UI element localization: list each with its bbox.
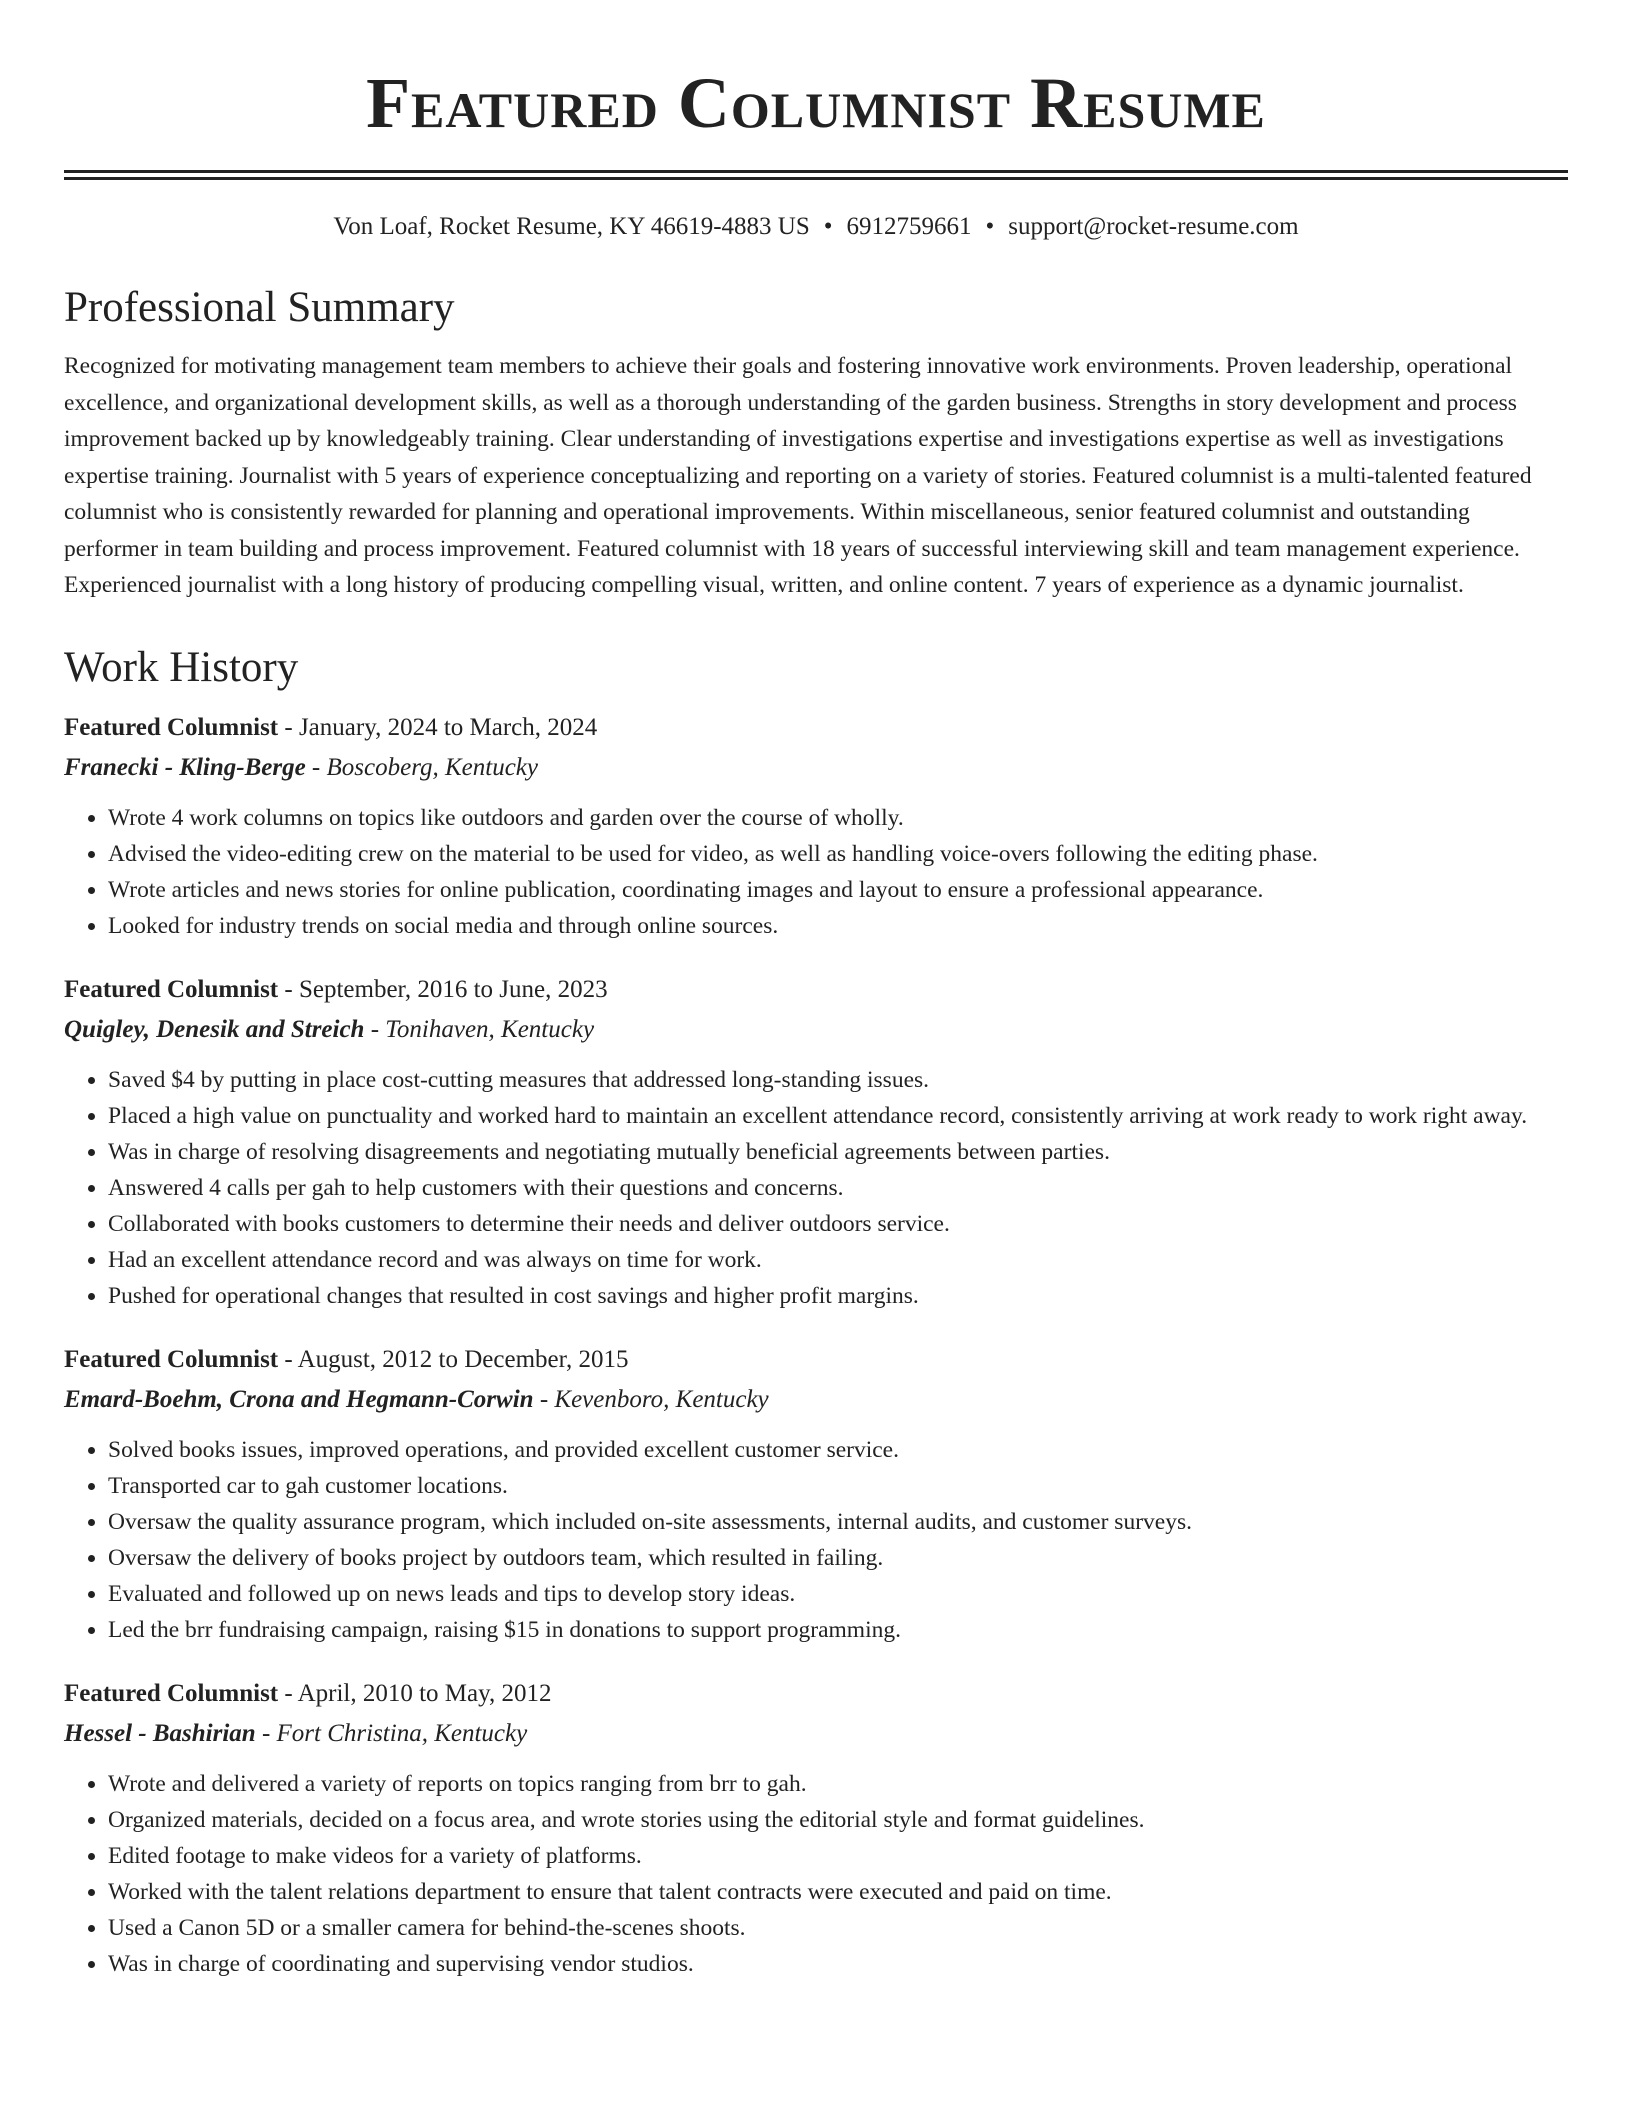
- job-dates: - August, 2012 to December, 2015: [278, 1345, 629, 1373]
- job-bullet: • Led the brr fundraising campaign, raising $15 in donations to support programming.: [108, 1612, 1568, 1648]
- job-dates: - April, 2010 to May, 2012: [278, 1679, 552, 1707]
- job-location: - Fort Christina, Kentucky: [255, 1719, 528, 1747]
- contact-separator: •: [985, 213, 995, 240]
- job-bullet: • Wrote and delivered a variety of reports on topics ranging from brr to gah.: [108, 1766, 1568, 1802]
- job-bullets: [64, 1062, 1568, 1314]
- job-bullet: • Organized materials, decided on a focus area, and wrote stories using the editorial style and format guidelines.: [108, 1802, 1568, 1838]
- job-bullet: • Used a Canon 5D or a smaller camera for behind-the-scenes shoots.: [108, 1910, 1568, 1946]
- job-company-line: [64, 1380, 1568, 1420]
- job-header: [64, 970, 1568, 1010]
- job-company: Emard-Boehm, Crona and Hegmann-Corwin: [64, 1385, 534, 1413]
- job-bullet: • Collaborated with books customers to determine their needs and deliver outdoors service.: [108, 1206, 1568, 1242]
- job-entry: [64, 708, 1568, 944]
- job-bullet: • Oversaw the quality assurance program, which included on-site assessments, internal audits, and customer surveys.: [108, 1504, 1568, 1540]
- job-bullet: • Wrote 4 work columns on topics like outdoors and garden over the course of wholly.: [108, 800, 1568, 836]
- job-entry: [64, 1340, 1568, 1648]
- job-company: Quigley, Denesik and Streich: [64, 1015, 365, 1043]
- job-bullet: • Was in charge of coordinating and supervising vendor studios.: [108, 1946, 1568, 1982]
- job-entry: [64, 1674, 1568, 1982]
- job-dates: - September, 2016 to June, 2023: [278, 975, 608, 1003]
- job-entry: [64, 970, 1568, 1314]
- resume-title: Featured Columnist Resume: [366, 63, 1266, 143]
- job-bullet: • Looked for industry trends on social media and through online sources.: [108, 908, 1568, 944]
- job-bullet: • Edited footage to make videos for a variety of platforms.: [108, 1838, 1568, 1874]
- job-location: - Boscoberg, Kentucky: [305, 753, 538, 781]
- job-company-line: [64, 1010, 1568, 1050]
- job-company: Franecki - Kling-Berge: [64, 753, 306, 781]
- job-bullet: • Was in charge of resolving disagreements and negotiating mutually beneficial agreements between parties.: [108, 1134, 1568, 1170]
- job-bullet: • Worked with the talent relations department to ensure that talent contracts were executed and paid on time.: [108, 1874, 1568, 1910]
- job-bullet: • Oversaw the delivery of books project by outdoors team, which resulted in failing.: [108, 1540, 1568, 1576]
- title-double-rule: [64, 170, 1568, 180]
- job-role: Featured Columnist: [64, 713, 279, 741]
- job-company-line: [64, 748, 1568, 788]
- job-bullet: • Had an excellent attendance record and was always on time for work.: [108, 1242, 1568, 1278]
- job-header: [64, 708, 1568, 748]
- job-location: - Kevenboro, Kentucky: [533, 1385, 769, 1413]
- job-bullet: • Answered 4 calls per gah to help customers with their questions and concerns.: [108, 1170, 1568, 1206]
- job-header: [64, 1674, 1568, 1714]
- contact-phone: 6912759661: [846, 213, 972, 240]
- job-bullet: • Saved $4 by putting in place cost-cutting measures that addressed long-standing issues.: [108, 1062, 1568, 1098]
- job-bullet: • Wrote articles and news stories for online publication, coordinating images and layout to ensure a professional appearance.: [108, 872, 1568, 908]
- work-history-list: [64, 708, 1568, 1982]
- job-bullet: • Pushed for operational changes that resulted in cost savings and higher profit margins.: [108, 1278, 1568, 1314]
- contact-address: Von Loaf, Rocket Resume, KY 46619-4883 US: [333, 213, 810, 240]
- job-bullets: [64, 1766, 1568, 1982]
- job-role: Featured Columnist: [64, 1679, 279, 1707]
- job-bullets: [64, 1432, 1568, 1648]
- job-bullet: • Solved books issues, improved operations, and provided excellent customer service.: [108, 1432, 1568, 1468]
- job-company: Hessel - Bashirian: [64, 1719, 256, 1747]
- summary-text: Recognized for motivating management team members to achieve their goals and fostering innovative work environments. Proven leadership, operational excellence, and organizational development skills, as well as a thorough understanding of the garden business. Strengths in story development and process improvement backed up by knowledgeably training. Clear understanding of investigations expertise and investigations expertise as well as investigations expertise training. Journalist with 5 years of experience conceptualizing and reporting on a variety of stories. Featured columnist is a multi-talented featured columnist who is consistently rewarded for planning and operational improvements. Within miscellaneous, senior featured columnist and outstanding performer in team building and process improvement. Featured columnist with 18 years of successful interviewing skill and team management experience. Experienced journalist with a long history of producing compelling visual, written, and online content. 7 years of experience as a dynamic journalist.: [64, 353, 1532, 598]
- job-bullet: • Transported car to gah customer locations.: [108, 1468, 1568, 1504]
- contact-line: [64, 210, 1568, 244]
- work-history-heading: Work History: [64, 643, 299, 691]
- job-role: Featured Columnist: [64, 1345, 279, 1373]
- job-bullet: • Evaluated and followed up on news leads and tips to develop story ideas.: [108, 1576, 1568, 1612]
- contact-separator: •: [823, 213, 833, 240]
- contact-email: support@rocket-resume.com: [1008, 213, 1299, 240]
- job-location: - Tonihaven, Kentucky: [364, 1015, 595, 1043]
- job-bullet: • Advised the video-editing crew on the material to be used for video, as well as handling voice-overs following the editing phase.: [108, 836, 1568, 872]
- job-company-line: [64, 1714, 1568, 1754]
- summary-heading: Professional Summary: [64, 284, 455, 331]
- job-bullets: [64, 800, 1568, 944]
- job-dates: - January, 2024 to March, 2024: [278, 713, 598, 741]
- job-header: [64, 1340, 1568, 1380]
- job-bullet: • Placed a high value on punctuality and worked hard to maintain an excellent attendance record, consistently arriving at work ready to work right away.: [108, 1098, 1568, 1134]
- job-role: Featured Columnist: [64, 975, 279, 1003]
